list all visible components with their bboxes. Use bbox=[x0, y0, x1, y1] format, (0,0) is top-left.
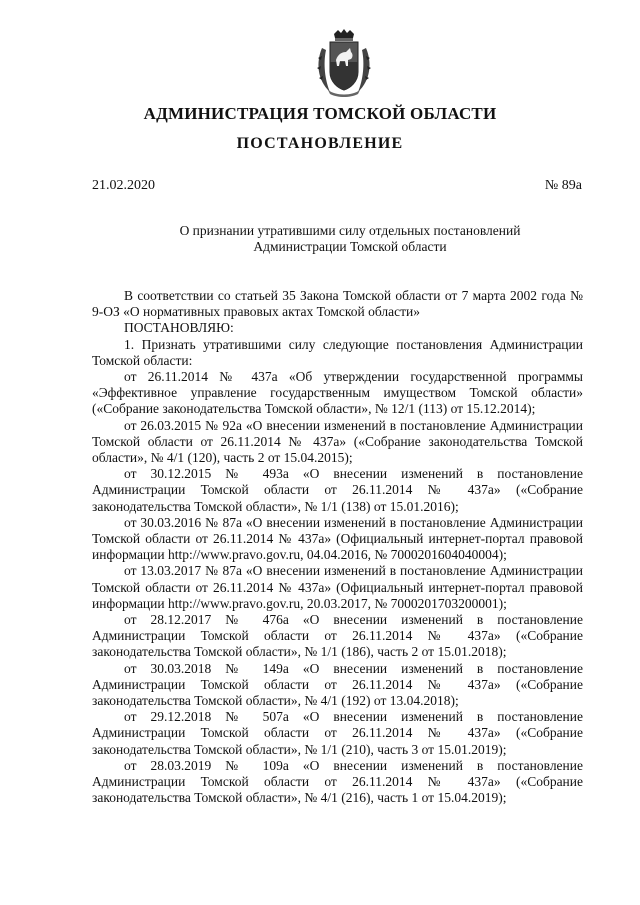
revoked-decree-item: от 30.03.2016 № 87а «О внесении изменений в постановление Администрации Томской области от 26.11.2014 № 437а» (Официальный интернет-портал правовой информации http://www.pravo.gov.ru, 04.04.2016, № 7000201604040004); bbox=[92, 514, 583, 563]
document-number: № 89а bbox=[544, 178, 582, 193]
document-date: 21.02.2020 bbox=[92, 178, 155, 193]
revoked-decree-item: от 26.11.2014 № 437а «Об утверждении государственной программы «Эффективное управление государственным имуществом Томской области» («Собрание законодательства Томской области», № 12/1 (113) от 15.12.2014); bbox=[92, 369, 583, 417]
revoked-decree-item: от 30.03.2018 № 149а «О внесении изменений в постановление Администрации Томской области от 26.11.2014 № 437а» («Собрание законодательства Томской области», № 4/1 (192) от 13.04.2018); bbox=[92, 660, 583, 709]
point-1-paragraph: 1. Признать утратившими силу следующие постановления Администрации Томской области: bbox=[92, 336, 583, 368]
revoked-decree-item: от 29.12.2018 № 507а «О внесении изменений в постановление Администрации Томской области от 26.11.2014 № 437а» («Собрание законодательства Томской области», № 1/1 (210), часть 3 от 15.01.2019); bbox=[92, 709, 583, 757]
document-subject bbox=[0, 223, 640, 255]
revoked-decree-item: от 30.12.2015 № 493а «О внесении изменений в постановление Администрации Томской области от 26.11.2014 № 437а» («Собрание законодательства Томской области», № 1/1 (138) от 15.01.2016); bbox=[92, 466, 583, 514]
document-type-title: ПОСТАНОВЛЕНИЕ bbox=[236, 135, 404, 152]
subject-line-1: О признании утратившими силу отдельных постановлений bbox=[179, 223, 521, 238]
decree-word: ПОСТАНОВЛЯЮ: bbox=[124, 320, 234, 336]
document-body bbox=[92, 288, 583, 807]
intro-paragraph: В соответствии со статьей 35 Закона Томской области от 7 марта 2002 года № 9-ОЗ «О нормативных правовых актах Томской области» bbox=[92, 288, 583, 320]
revoked-decree-item: от 28.12.2017 № 476а «О внесении изменений в постановление Администрации Томской области от 26.11.2014 № 437а» («Собрание законодательства Томской области», № 1/1 (186), часть 2 от 15.01.2018); bbox=[92, 612, 583, 660]
coat-of-arms-icon bbox=[312, 28, 376, 98]
revoked-decree-item: от 26.03.2015 № 92а «О внесении изменений в постановление Администрации Томской области от 26.11.2014 № 437а» («Собрание законодательства Томской области», № 4/1 (120), часть 2 от 15.04.2015); bbox=[92, 417, 583, 466]
subject-line-2: Администрации Томской области bbox=[253, 239, 447, 254]
organization-title: АДМИНИСТРАЦИЯ ТОМСКОЙ ОБЛАСТИ bbox=[143, 104, 497, 123]
revoked-decree-item: от 28.03.2019 № 109а «О внесении изменений в постановление Администрации Томской области от 26.11.2014 № 437а» («Собрание законодательства Томской области», № 4/1 (216), часть 1 от 15.04.2019); bbox=[92, 757, 583, 806]
revoked-decree-item: от 13.03.2017 № 87а «О внесении изменений в постановление Администрации Томской области от 26.11.2014 № 437а» (Официальный интернет-портал правовой информации http://www.pravo.gov.ru, 20.03.2017, № 7000201703200001); bbox=[92, 563, 583, 611]
